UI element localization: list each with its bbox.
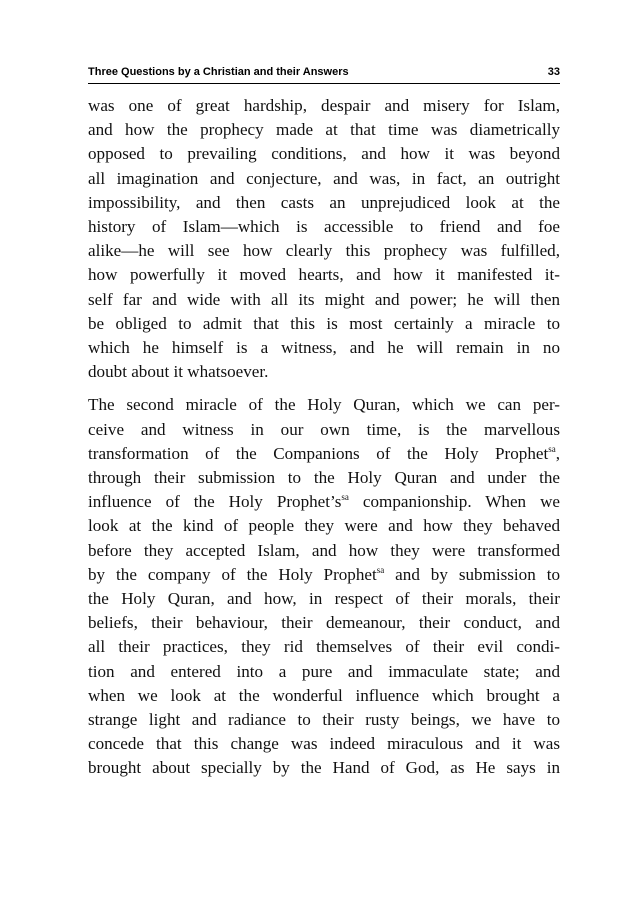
text-line: brought about specially by the Hand of God, as He says in <box>88 758 560 778</box>
text-line <box>88 563 560 587</box>
text-segment: by the company of the Holy Prophet <box>88 564 377 584</box>
text-segment: companionship. When we <box>348 492 561 512</box>
text-line: before they accepted Islam, and how they were transformed <box>88 540 560 560</box>
honorific-superscript: sa <box>548 443 556 454</box>
text-line: was one of great hardship, despair and misery for Islam, <box>88 96 560 115</box>
text-line: how powerfully it moved hearts, and how it manifested it- <box>88 265 560 285</box>
text-line: self far and wide with all its might and power; he will then <box>88 289 560 309</box>
text-line: look at the kind of people they were and how they behaved <box>88 516 560 536</box>
text-segment: transformation of the Companions of the Holy Prophet <box>88 443 549 463</box>
text-line: when we look at the wonderful influence which brought a <box>88 685 560 705</box>
header-title: Three Questions by a Christian and their Answers <box>88 66 349 78</box>
paragraph-1 <box>88 94 560 384</box>
text-line: ceive and witness in our own time, is the marvellous <box>88 419 560 439</box>
text-line: The second miracle of the Holy Quran, which we can per- <box>88 395 560 415</box>
text-line: concede that this change was indeed miraculous and it was <box>88 734 560 754</box>
running-header <box>88 64 560 84</box>
text-line: which he himself is a witness, and he will remain in no <box>88 338 560 358</box>
text-line <box>88 490 560 514</box>
paragraph-2 <box>88 393 560 780</box>
text-line: tion and entered into a pure and immaculate state; and <box>88 661 560 681</box>
text-line: history of Islam—which is accessible to friend and foe <box>88 217 560 237</box>
text-line: alike—he will see how clearly this prophecy was fulfilled, <box>88 241 560 261</box>
body-text <box>88 94 560 781</box>
text-line: all their practices, they rid themselves of their evil condi- <box>88 637 560 657</box>
text-line: through their submission to the Holy Quran and under the <box>88 468 560 488</box>
text-line: doubt about it whatsoever. <box>88 362 269 382</box>
text-line: opposed to prevailing conditions, and how it was beyond <box>88 144 560 164</box>
text-line: be obliged to admit that this is most certainly a miracle to <box>88 313 560 333</box>
text-line: all imagination and conjecture, and was, in fact, an outright <box>88 168 560 188</box>
text-segment: , <box>555 443 560 463</box>
text-segment: and by submission to <box>384 564 561 584</box>
text-line: the Holy Quran, and how, in respect of their morals, their <box>88 589 560 609</box>
text-line: impossibility, and then casts an unprejudiced look at the <box>88 192 560 212</box>
text-segment: influence of the Holy Prophet’s <box>88 492 342 512</box>
text-line: and how the prophecy made at that time was diametrically <box>88 120 560 140</box>
text-line: strange light and radiance to their rusty beings, we have to <box>88 710 560 730</box>
honorific-superscript: sa <box>341 492 349 503</box>
text-line: beliefs, their behaviour, their demeanour, their conduct, and <box>88 613 560 633</box>
page-number: 33 <box>547 66 560 78</box>
honorific-superscript: sa <box>376 564 385 575</box>
text-line <box>88 442 560 466</box>
